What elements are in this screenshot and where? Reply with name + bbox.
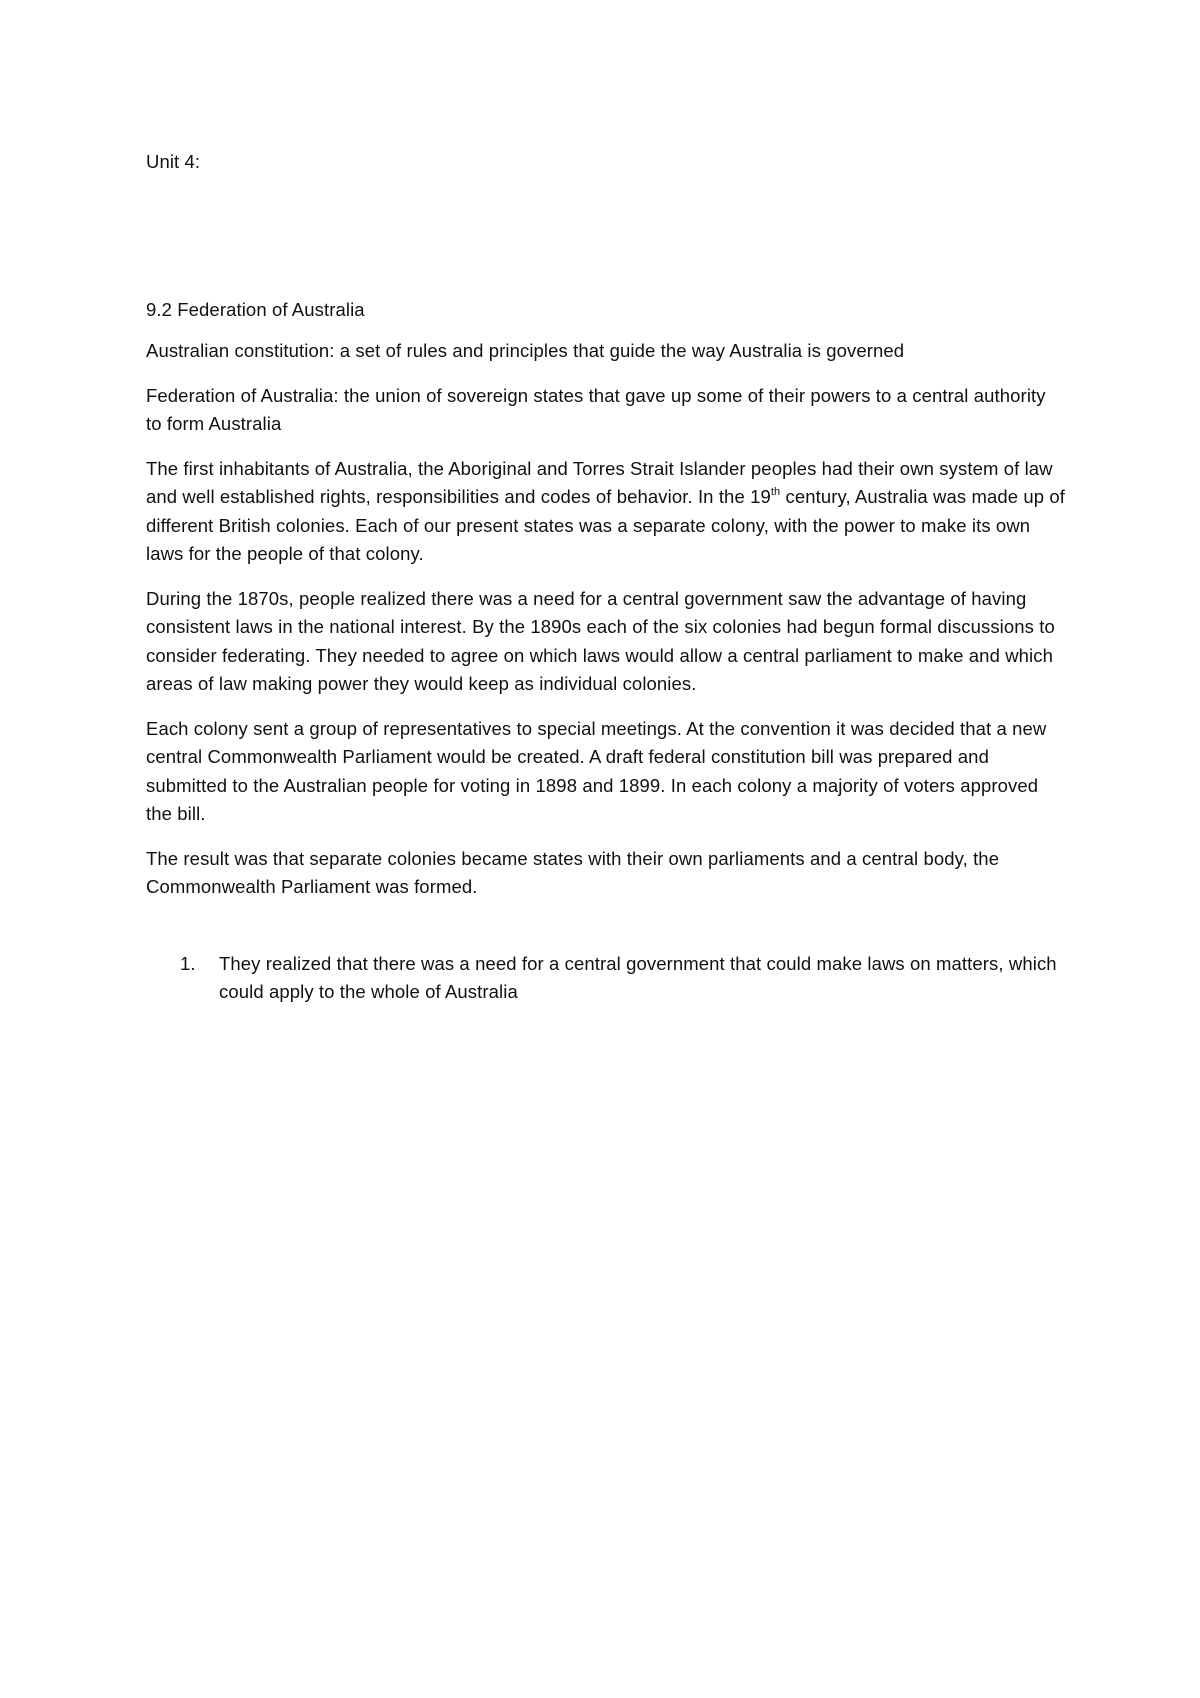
paragraph-1870s: During the 1870s, people realized there was a need for a central government saw the advantage of having consistent laws in the national interest. By the 1890s each of the six colonies had begun formal discussions to consider federating. They needed to agree on which laws would allow a central parliament to make and which areas of law making power they would keep as individual colonies. <box>146 587 1055 694</box>
list-item-number: 1. <box>180 952 196 974</box>
section-heading: 9.2 Federation of Australia <box>146 298 365 320</box>
definition-federation: Federation of Australia: the union of sovereign states that gave up some of their powers to a central authority to form Australia <box>146 384 1046 434</box>
paragraph-result: The result was that separate colonies became states with their own parliaments and a central body, the Commonwealth Parliament was formed. <box>146 847 1000 897</box>
paragraph-convention: Each colony sent a group of representatives to special meetings. At the convention it was decided that a new central Commonwealth Parliament would be created. A draft federal constitution bill was prepared and submitted to the Australian people for voting in 1898 and 1899. In each colony a majority of voters approved the bill. <box>146 717 1047 824</box>
unit-label: Unit 4: <box>146 151 201 172</box>
paragraph-first-inhabitants-part2: century, Australia was made up of different British colonies. Each of our present states was a separate colony, with the power to make its own laws for the people of that colony. <box>146 486 1066 564</box>
paragraph-first-inhabitants-part1: The first inhabitants of Australia, the Aboriginal and Torres Strait Islander peoples had their own system of law and well established rights, responsibilities and codes of behavior. In the 19 <box>146 457 1053 507</box>
document-body <box>146 148 1066 1007</box>
list-item <box>146 950 1066 1007</box>
paragraph-first-inhabitants <box>146 455 1066 569</box>
ordinal-superscript: th <box>770 485 781 498</box>
list-item-text: They realized that there was a need for a central government that could make laws on matters, which could apply to the whole of Australia <box>219 952 1057 1002</box>
numbered-list <box>146 950 1066 1007</box>
definition-constitution: Australian constitution: a set of rules and principles that guide the way Australia is governed <box>146 340 905 361</box>
